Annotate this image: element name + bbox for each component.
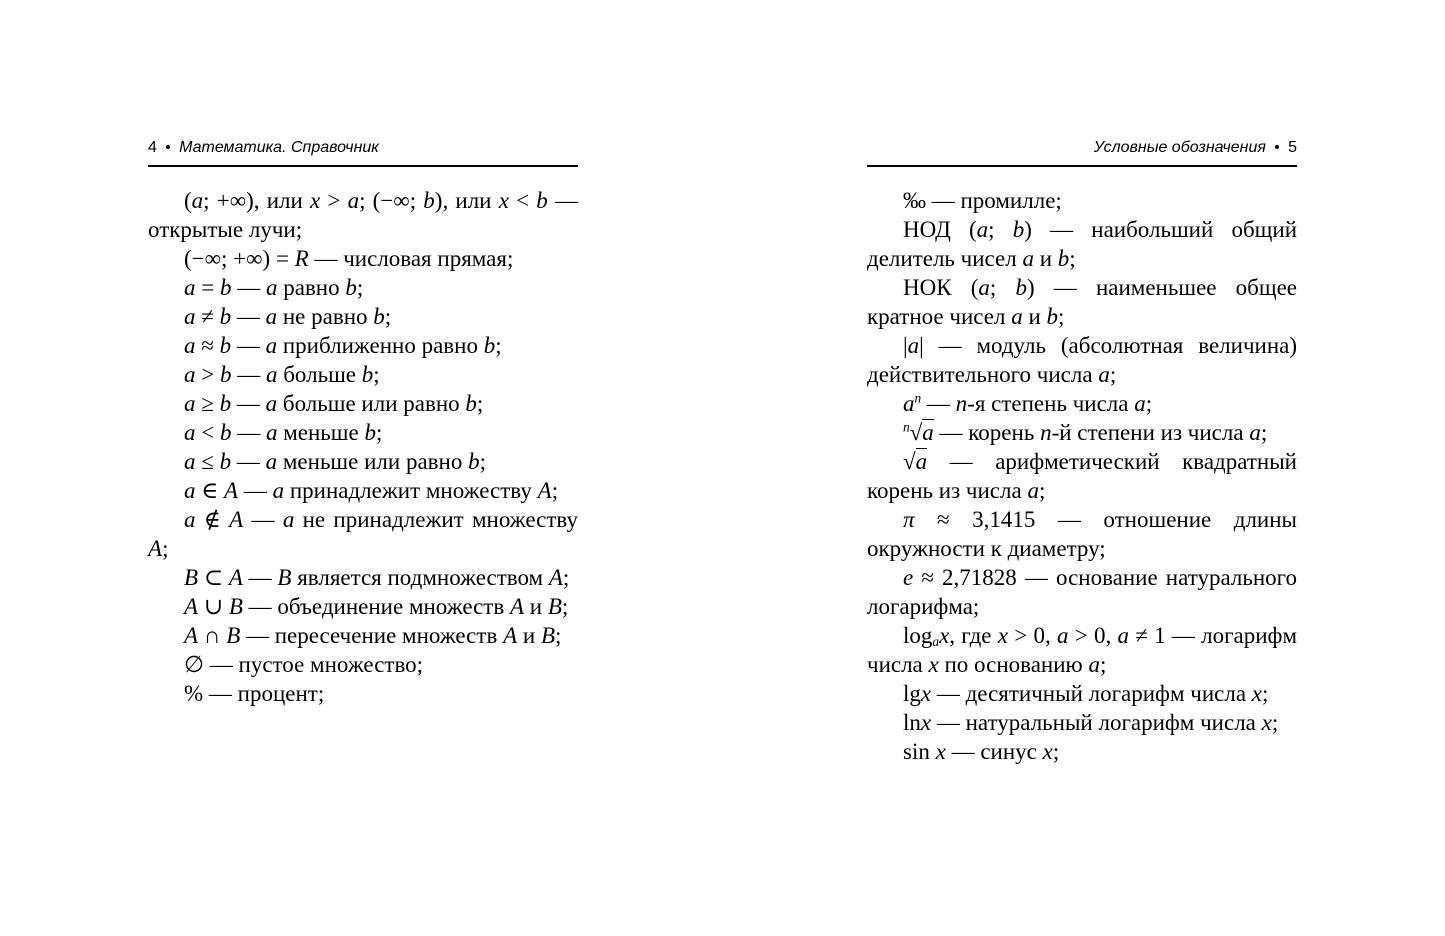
math-var: a [265,362,278,387]
notation-entry [867,505,1297,563]
text-run: ≈ [195,333,220,358]
text-run: ; [1069,246,1076,271]
math-var: a [184,304,196,329]
math-var: a [265,391,278,416]
math-var: a [282,507,295,532]
subscript: a [932,633,940,649]
math-var: R [294,246,309,271]
math-var: b [219,391,232,416]
text-run: ≤ [195,449,220,474]
text-run: < [508,188,537,213]
page-left [148,138,578,708]
text-run: % — процент; [184,681,325,706]
math-var: a [922,420,934,445]
text-run: НОД ( [903,217,977,242]
text-run: является подмножеством [291,565,549,590]
math-var: b [219,362,232,387]
text-run: | [903,333,908,358]
math-var: a [903,391,915,416]
text-run: ≠ [195,304,220,329]
math-var: B [228,594,243,619]
math-var: a [1056,623,1069,648]
running-title-left: Математика. Справочник [179,139,379,156]
text-run: — десятичный логарифм числа [931,681,1252,706]
notation-entry [867,708,1297,737]
math-var: a [1117,623,1129,648]
math-var: a [265,420,278,445]
text-run: < [195,420,220,445]
text-run: , где [949,623,998,648]
math-var: x [1042,739,1053,764]
text-run: ) — наименьшее общее кратное чисел [867,275,1297,329]
text-run: ; [1099,652,1107,677]
notation-entry [867,215,1297,273]
notation-entry [867,621,1297,679]
text-run: ; [555,623,562,648]
text-run: — числовая прямая; [308,246,514,271]
math-var: B [226,623,241,648]
math-var: b [364,420,376,445]
text-run: ; [988,217,1013,242]
text-run: ), или [434,188,499,213]
math-var: b [219,333,232,358]
math-var: b [373,304,385,329]
math-var: a [184,362,196,387]
math-var: A [229,507,244,532]
math-var: A [548,565,563,590]
text-run: — открытые лучи; [148,188,578,242]
math-var: a [184,420,196,445]
text-run: | — модуль (абсолютная величина) действительного числа [867,333,1297,387]
text-run: ( [184,188,192,213]
text-run: — [921,391,956,416]
text-run: принадлежит множеству [284,478,538,503]
math-var: a [347,188,360,213]
text-run: и [1022,304,1047,329]
text-run: ; [1262,681,1269,706]
text-run: — пересечение множеств [240,623,504,648]
notation-entry [867,273,1297,331]
text-run: — [238,478,273,503]
text-run: ∅ — пустое множество; [184,652,424,677]
math-var: a [1249,420,1261,445]
notation-entry [148,273,578,302]
math-var: a [265,304,278,329]
text-run: = [195,275,220,300]
text-run: ; [561,594,569,619]
text-run: ; (−∞; [359,188,424,213]
math-var: b [219,275,232,300]
notation-entry [148,679,578,708]
math-var: a [184,391,196,416]
text-run: меньше или равно [277,449,469,474]
math-var: a [1098,362,1110,387]
text-run: ∪ [198,594,229,619]
text-run: ; [384,304,392,329]
text-run: и [1033,246,1058,271]
notation-list-right [867,186,1297,766]
text-run: > [195,362,220,387]
text-run: log [903,623,933,648]
notation-entry [148,331,578,360]
text-run: ; [476,391,484,416]
math-var: x [498,188,509,213]
math-var: a [184,478,196,503]
text-run: — корень [933,420,1041,445]
math-var: a [978,275,990,300]
text-run: — объединение множеств [242,594,510,619]
text-run: ; [562,565,570,590]
notation-entry [148,650,578,679]
math-var: b [219,304,232,329]
math-var: x [310,188,321,213]
text-run: ln [903,710,921,735]
text-run: ⊂ [198,565,229,590]
math-var: x [935,739,946,764]
text-run: — [242,565,278,590]
text-run: — [231,420,266,445]
math-var: a [184,449,196,474]
math-var: a [1134,391,1146,416]
text-run: ≠ 1 — логарифм числа [867,623,1297,677]
text-run: и [517,623,541,648]
text-run: — [243,507,283,532]
math-var: x [997,623,1008,648]
math-var: b [1046,304,1059,329]
math-var: b [536,188,548,213]
running-header-right [867,138,1297,167]
math-var: x [928,652,939,677]
text-run: ≈ 3,1415 — отношение длины окружности к диаметру; [867,507,1297,561]
notation-entry [867,186,1297,215]
text-run: — [231,333,266,358]
text-run: больше или равно [277,391,466,416]
math-var: a [265,333,278,358]
text-run: ; [1038,478,1046,503]
notation-entry [148,360,578,389]
text-run: ∉ [195,507,230,532]
text-run: (−∞; +∞) = [184,246,295,271]
text-run: ; [373,362,380,387]
header-bullet-right: • [1274,139,1280,156]
text-run: > 0, [1007,623,1057,648]
text-run: ; [162,536,169,561]
text-run: не принадлежит множеству [294,507,579,532]
math-var: a [1027,478,1039,503]
text-run: √ [909,420,923,445]
text-run: ‰ — промилле; [903,188,1062,213]
math-var: A [503,623,518,648]
text-run: меньше [277,420,365,445]
text-run: — арифметический квадратный корень из числа [867,449,1297,503]
math-var: b [345,275,357,300]
text-run: ; [375,420,383,445]
text-run: — натуральный логарифм числа [931,710,1262,735]
text-run: ) — наибольший общий делитель чисел [867,217,1297,271]
math-var: B [547,594,562,619]
math-var: b [465,391,477,416]
text-run: ; [1145,391,1153,416]
math-var: x [939,623,950,648]
math-var: b [483,333,496,358]
notation-entry [867,447,1297,505]
notation-entry [867,331,1297,389]
notation-entry [148,476,578,505]
superscript: n [903,419,910,435]
math-var: x [920,681,932,706]
page-number-right: 5 [1288,139,1297,156]
notation-entry [148,418,578,447]
text-run: не равно [277,304,374,329]
text-run: и [524,594,548,619]
text-run: — синус [945,739,1043,764]
text-run: ; [1260,420,1268,445]
math-var: b [423,188,435,213]
text-run: sin [903,739,936,764]
text-run: НОК ( [903,275,979,300]
math-var: a [915,449,928,474]
math-var: π [903,507,915,532]
text-run: — [231,449,266,474]
notation-entry [148,447,578,476]
text-run: по основанию [938,652,1089,677]
math-var: a [265,275,278,300]
text-run: ≥ [195,391,220,416]
notation-entry [867,679,1297,708]
text-run: больше [277,362,362,387]
math-var: a [184,275,196,300]
math-var: e [903,565,914,590]
notation-entry [148,563,578,592]
math-var: x [920,710,932,735]
running-header-left [148,138,578,167]
text-run: ; [479,449,486,474]
text-run: — [231,362,266,387]
math-var: A [537,478,552,503]
math-var: a [272,478,285,503]
notation-entry [148,592,578,621]
math-var: a [191,188,204,213]
text-run: ∩ [198,623,227,648]
math-var: b [219,420,232,445]
notation-entry [148,186,578,244]
math-var: x [1251,681,1263,706]
math-var: a [1088,652,1100,677]
text-run: √ [903,449,916,474]
notation-entry [148,505,578,563]
text-run: ∈ [195,478,225,503]
text-run: ; [1109,362,1117,387]
text-run: ; [1058,304,1065,329]
text-run: приближенно равно [277,333,484,358]
math-var: b [361,362,374,387]
notation-entry [148,244,578,273]
math-var: A [228,565,243,590]
math-var: b [1012,217,1025,242]
math-var: b [219,449,232,474]
notation-entry [867,418,1297,447]
running-title-right: Условные обозначения [1093,139,1266,156]
page-right [867,138,1297,766]
math-var: A [509,594,525,619]
text-run: -й степени из числа [1051,420,1250,445]
notation-entry [867,389,1297,418]
text-run: ; [989,275,1016,300]
text-run: — [231,275,266,300]
math-var: a [907,333,920,358]
text-run: ; +∞), или [203,188,311,213]
notation-entry [867,563,1297,621]
text-run: — [231,391,266,416]
math-var: a [1022,246,1034,271]
text-run: ≈ 2,71828 — основание натурального логарифма; [867,565,1297,619]
notation-list-left [148,186,578,708]
superscript: n [914,390,922,406]
math-var: b [1015,275,1027,300]
text-run: lg [903,681,921,706]
text-run: > [320,188,348,213]
header-bullet-left: • [165,139,171,156]
math-var: b [1057,246,1070,271]
text-run: — [231,304,266,329]
math-var: n [955,391,968,416]
text-run: равно [277,275,346,300]
math-var: A [184,594,199,619]
text-run: -я степень числа [967,391,1135,416]
math-var: a [184,333,196,358]
math-var: b [468,449,480,474]
text-run: > 0, [1068,623,1118,648]
math-var: A [224,478,239,503]
math-var: n [1040,420,1052,445]
math-var: a [265,449,278,474]
text-run: ; [1271,710,1279,735]
math-var: a [976,217,989,242]
math-var: B [184,565,199,590]
math-var: x [1261,710,1272,735]
notation-entry [148,389,578,418]
text-run: ; [495,333,502,358]
notation-entry [148,621,578,650]
text-run: ; [551,478,559,503]
math-var: B [540,623,555,648]
page-number-left: 4 [148,139,157,156]
math-var: A [184,623,199,648]
math-var: B [277,565,292,590]
notation-entry [867,737,1297,766]
notation-entry [148,302,578,331]
text-run: ; [1052,739,1060,764]
math-var: a [184,507,196,532]
text-run: ; [356,275,364,300]
math-var: a [1011,304,1023,329]
math-var: A [148,536,163,561]
